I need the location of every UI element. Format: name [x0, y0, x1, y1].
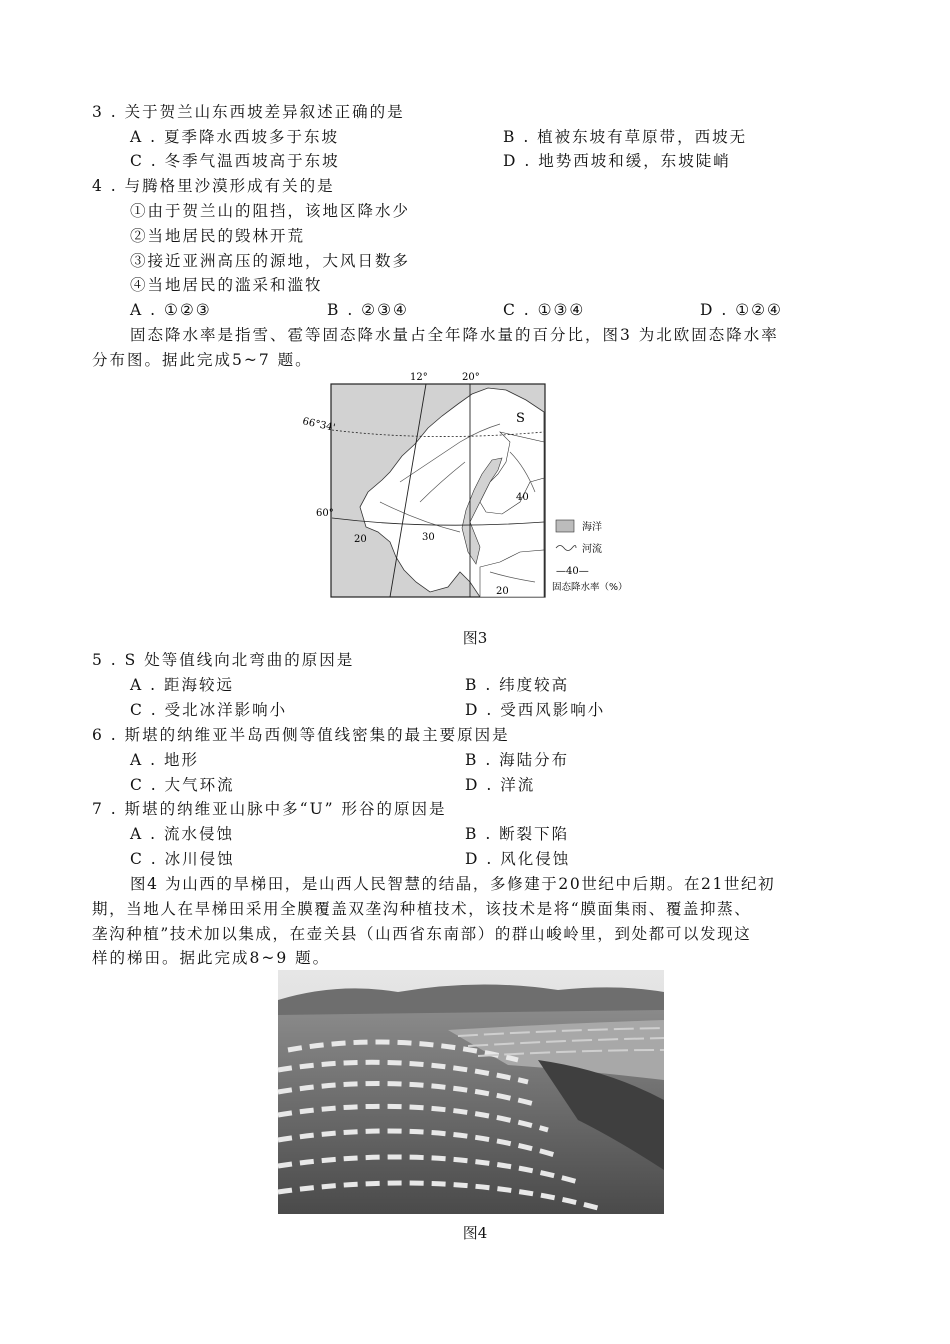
- q3-option-b: B . 植被东坡有草原带，西坡无: [503, 128, 748, 146]
- q3-stem: 3 . 关于贺兰山东西坡差异叙述正确的是: [92, 103, 405, 121]
- q7-option-c: C . 冰川侵蚀: [130, 850, 235, 868]
- q4-item-2: ②当地居民的毁林开荒: [130, 227, 306, 245]
- q7-stem: 7 . 斯堪的纳维亚山脉中多“U” 形谷的原因是: [92, 800, 447, 818]
- isoline-label-40: 40: [516, 492, 529, 503]
- figure-3-map: [301, 372, 650, 602]
- legend-isoline: —40—: [556, 566, 589, 577]
- intro89-line1: 图4 为山西的旱梯田，是山西人民智慧的结晶，多修建于20世纪中后期。在21世纪初: [130, 875, 776, 893]
- q6-option-c: C . 大气环流: [130, 776, 235, 794]
- q5-option-d: D . 受西风影响小: [465, 701, 606, 719]
- figure-3-caption: 图3: [462, 629, 488, 647]
- q3-option-c: C . 冬季气温西坡高于东坡: [130, 152, 340, 170]
- intro89-line4: 样的梯田。据此完成8~9 题。: [92, 949, 331, 967]
- q6-option-a: A . 地形: [130, 751, 199, 769]
- lon-12-label: 12°: [410, 372, 428, 383]
- q6-option-b: B . 海陆分布: [465, 751, 570, 769]
- intro57-line2: 分布图。据此完成5~7 题。: [92, 351, 313, 369]
- q4-stem: 4 . 与腾格里沙漠形成有关的是: [92, 177, 335, 195]
- isoline-label-20b: 20: [496, 586, 509, 597]
- lat-6634-label: 66°34': [301, 416, 337, 434]
- q4-item-4: ④当地居民的滥采和滥牧: [130, 276, 323, 294]
- q3-option-a: A . 夏季降水西坡多于东坡: [130, 128, 339, 146]
- intro57-line1: 固态降水率是指雪、雹等固态降水量占全年降水量的百分比，图3 为北欧固态降水率: [130, 326, 779, 344]
- q7-option-d: D . 风化侵蚀: [465, 850, 571, 868]
- q6-stem: 6 . 斯堪的纳维亚半岛西侧等值线密集的最主要原因是: [92, 726, 510, 744]
- q7-option-a: A . 流水侵蚀: [130, 825, 234, 843]
- point-s-label: S: [516, 411, 525, 426]
- legend-ocean: 海洋: [582, 522, 602, 533]
- q4-option-d: D . ①②④: [700, 301, 783, 319]
- figure-4-photo: [278, 970, 664, 1214]
- figure-4-caption: 图4: [462, 1224, 488, 1242]
- legend-isoline-label: 固态降水率（%）: [552, 582, 628, 593]
- legend-ocean-swatch: [556, 520, 574, 532]
- legend-river-icon: [556, 546, 576, 551]
- intro89-line3: 垄沟种植”技术加以集成，在壶关县（山西省东南部）的群山峻岭里，到处都可以发现这: [92, 925, 752, 943]
- legend-river: 河流: [582, 544, 602, 555]
- q4-option-a: A . ①②③: [130, 301, 212, 319]
- intro89-line2: 期，当地人在旱梯田采用全膜覆盖双垄沟种植技术，该技术是将“膜面集雨、覆盖抑蒸、: [92, 900, 752, 918]
- isoline-label-20a: 20: [354, 534, 367, 545]
- q5-stem: 5 . S 处等值线向北弯曲的原因是: [92, 651, 355, 669]
- q3-option-d: D . 地势西坡和缓，东坡陡峭: [503, 152, 731, 170]
- q7-option-b: B . 断裂下陷: [465, 825, 570, 843]
- lat-60-label: 60°: [316, 508, 334, 519]
- q4-item-1: ①由于贺兰山的阻挡，该地区降水少: [130, 202, 411, 220]
- q4-option-c: C . ①③④: [503, 301, 586, 319]
- q5-option-b: B . 纬度较高: [465, 676, 570, 694]
- lon-20-label: 20°: [462, 372, 480, 383]
- q5-option-c: C . 受北冰洋影响小: [130, 701, 288, 719]
- q6-option-d: D . 洋流: [465, 776, 536, 794]
- q4-item-3: ③接近亚洲高压的源地，大风日数多: [130, 252, 411, 270]
- isoline-label-30: 30: [422, 532, 435, 543]
- q5-option-a: A . 距海较远: [130, 676, 234, 694]
- q4-option-b: B . ②③④: [327, 301, 409, 319]
